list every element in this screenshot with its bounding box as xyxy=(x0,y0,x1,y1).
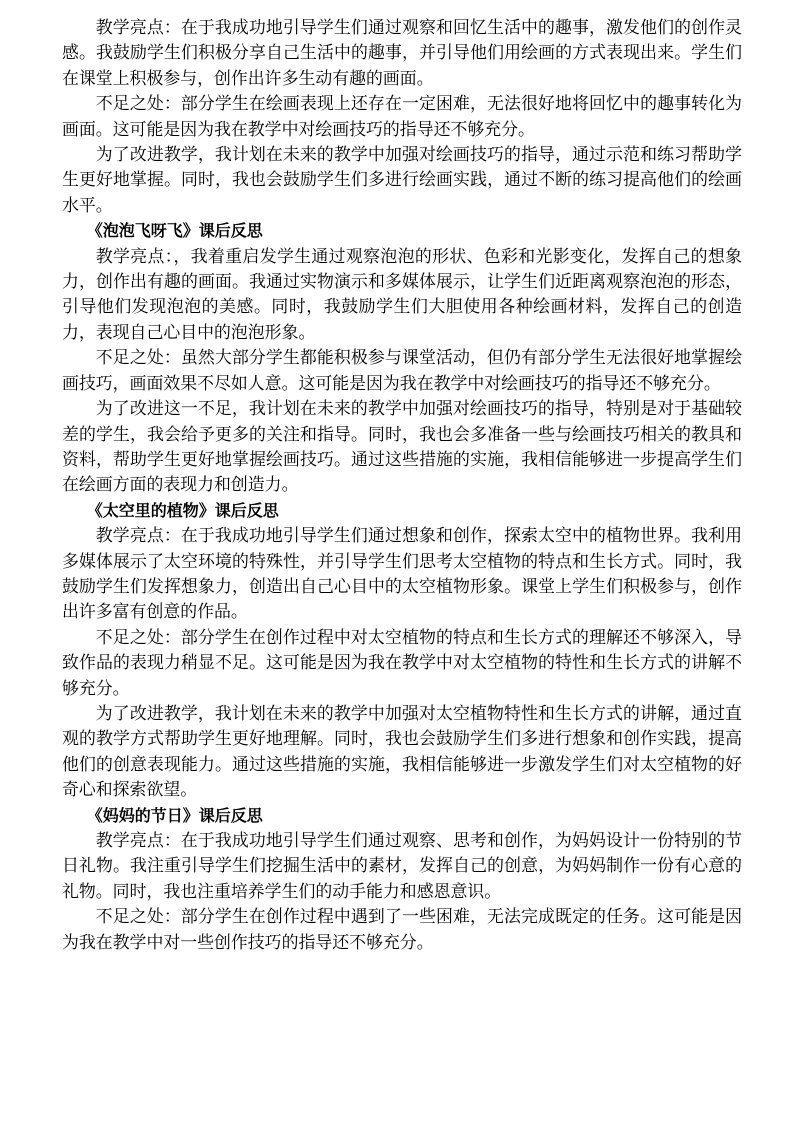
section-heading-space-plants: 《太空里的植物》课后反思 xyxy=(86,500,279,520)
paragraph-highlights: 教学亮点：在于我成功地引导学生们通过观察和回忆生活中的趣事，激发他们的创作灵感。我鼓励学生们积极分享自己生活中的趣事，并引导他们用绘画的方式表现出来。学生们在课堂上积极参与，创作出许多生动有趣的画面。 xyxy=(62,17,742,88)
document-page xyxy=(62,0,742,1123)
paragraph-improvement: 为了改进教学，我计划在未来的教学中加强对绘画技巧的指导，通过示范和练习帮助学生更好地掌握。同时，我也会鼓励学生们多进行绘画实践，通过不断的练习提高他们的绘画水平。 xyxy=(62,144,742,215)
section-heading-bubbles: 《泡泡飞呀飞》课后反思 xyxy=(86,221,263,241)
section-heading-mothers-day: 《妈妈的节日》课后反思 xyxy=(86,805,263,825)
paragraph-highlights: 教学亮点：在于我成功地引导学生们通过想象和创作，探索太空中的植物世界。我利用多媒体展示了太空环境的特殊性，并引导学生们思考太空植物的特点和生长方式。同时，我鼓励学生们发挥想象力，创造出自己心目中的太空植物形象。课堂上学生们积极参与，创作出许多富有创意的作品。 xyxy=(62,525,742,622)
paragraph-shortcomings: 不足之处：部分学生在创作过程中遇到了一些困难，无法完成既定的任务。这可能是因为我在教学中对一些创作技巧的指导还不够充分。 xyxy=(62,906,742,952)
paragraph-improvement: 为了改进这一不足，我计划在未来的教学中加强对绘画技巧的指导，特别是对于基础较差的学生，我会给予更多的关注和指导。同时，我也会多准备一些与绘画技巧相关的教具和资料，帮助学生更好地掌握绘画技巧。通过这些措施的实施，我相信能够进一步提高学生们在绘画方面的表现力和创造力。 xyxy=(62,398,742,495)
paragraph-highlights: 教学亮点：，我着重启发学生通过观察泡泡的形状、色彩和光影变化，发挥自己的想象力，创作出有趣的画面。我通过实物演示和多媒体展示，让学生们近距离观察泡泡的形态，引导他们发现泡泡的美感。同时，我鼓励学生们大胆使用各种绘画材料，发挥自己的创造力，表现自己心目中的泡泡形象。 xyxy=(62,245,742,342)
paragraph-shortcomings: 不足之处：部分学生在绘画表现上还存在一定困难，无法很好地将回忆中的趣事转化为画面。这可能是因为我在教学中对绘画技巧的指导还不够充分。 xyxy=(62,93,742,139)
paragraph-improvement: 为了改进教学，我计划在未来的教学中加强对太空植物特性和生长方式的讲解，通过直观的教学方式帮助学生更好地理解。同时，我也会鼓励学生们多进行想象和创作实践，提高他们的创意表现能力。通过这些措施的实施，我相信能够进一步激发学生们对太空植物的好奇心和探索欲望。 xyxy=(62,702,742,800)
paragraph-shortcomings: 不足之处：部分学生在创作过程中对太空植物的特点和生长方式的理解还不够深入，导致作品的表现力稍显不足。这可能是因为我在教学中对太空植物的特性和生长方式的讲解不够充分。 xyxy=(62,626,742,698)
paragraph-highlights: 教学亮点：在于我成功地引导学生们通过观察、思考和创作，为妈妈设计一份特别的节日礼物。我注重引导学生们挖掘生活中的素材，发挥自己的创意，为妈妈制作一份有心意的礼物。同时，我也注重培养学生们的动手能力和感恩意识。 xyxy=(62,830,742,901)
paragraph-shortcomings: 不足之处：虽然大部分学生都能积极参与课堂活动，但仍有部分学生无法很好地掌握绘画技巧，画面效果不尽如人意。这可能是因为我在教学中对绘画技巧的指导还不够充分。 xyxy=(62,347,742,393)
